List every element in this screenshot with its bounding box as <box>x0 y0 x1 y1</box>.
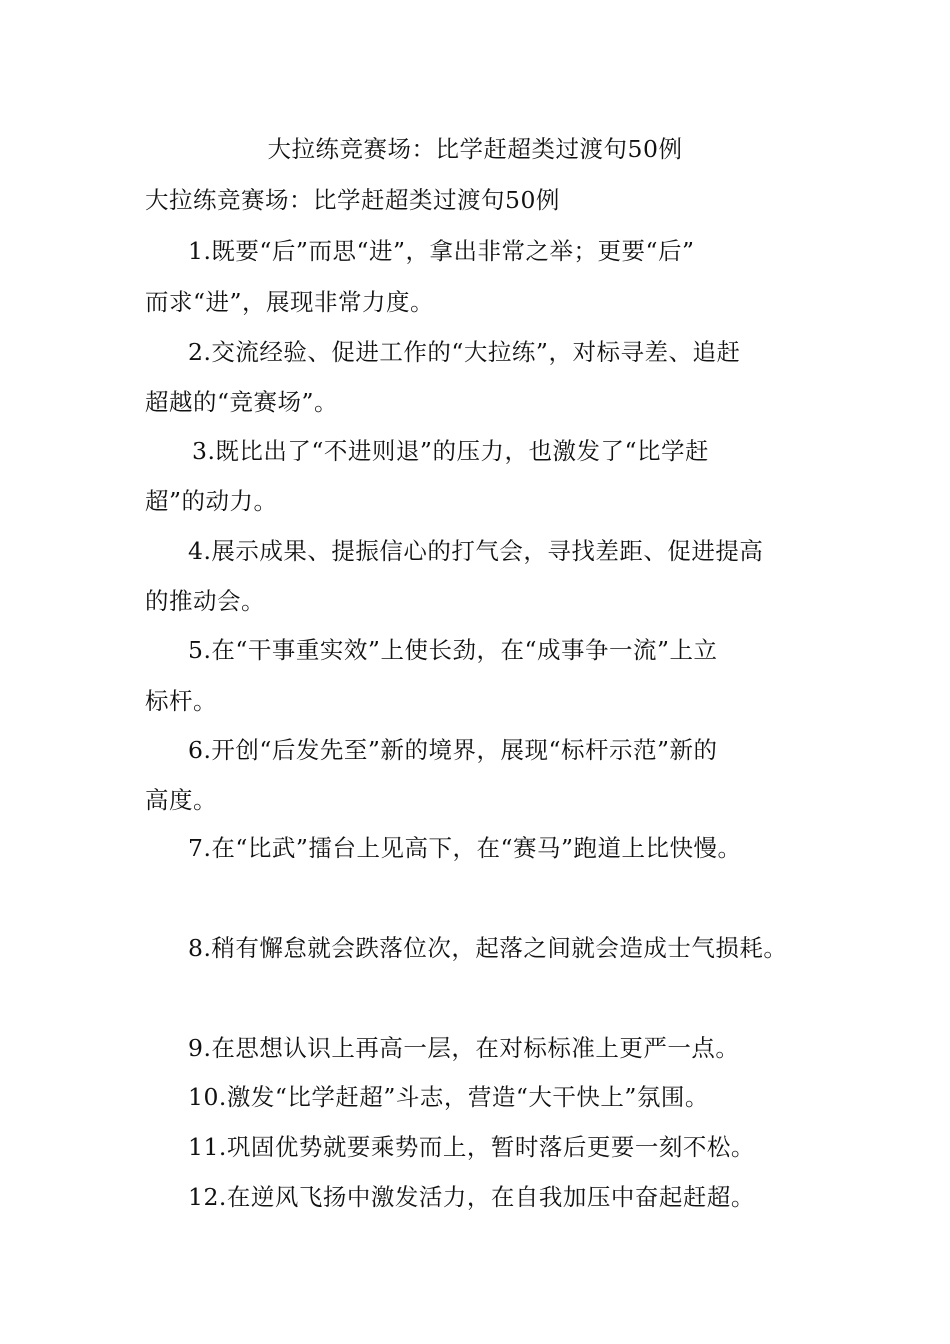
paragraph-12: 12.在逆风飞扬中激发活力，在自我加压中奋起赶超。 <box>188 1183 755 1211</box>
paragraph-1-line-2: 而求“进”，展现非常力度。 <box>145 288 435 316</box>
paragraph-6-line-1: 6.开创“后发先至”新的境界，展现“标杆示范”新的 <box>188 736 718 764</box>
paragraph-2-line-1: 2.交流经验、促进工作的“大拉练”，对标寻差、追赶 <box>188 338 741 366</box>
document-title: 大拉练竞赛场：比学赶超类过渡句50例 <box>267 135 683 163</box>
paragraph-1-line-1: 1.既要“后”而思“进”，拿出非常之举；更要“后” <box>188 237 695 265</box>
paragraph-6-line-2: 高度。 <box>145 786 217 814</box>
paragraph-5-line-2: 标杆。 <box>145 687 217 715</box>
paragraph-8: 8.稍有懈怠就会跌落位次，起落之间就会造成士气损耗。 <box>188 934 788 962</box>
paragraph-5-line-1: 5.在“干事重实效”上使长劲，在“成事争一流”上立 <box>188 636 718 664</box>
paragraph-4-line-1: 4.展示成果、提振信心的打气会，寻找差距、促进提高 <box>188 537 764 565</box>
paragraph-2-line-2: 超越的“竞赛场”。 <box>145 388 339 416</box>
paragraph-11: 11.巩固优势就要乘势而上，暂时落后更要一刻不松。 <box>188 1133 755 1161</box>
paragraph-4-line-2: 的推动会。 <box>145 587 265 615</box>
paragraph-9: 9.在思想认识上再高一层，在对标标准上更严一点。 <box>188 1034 740 1062</box>
paragraph-3-line-1: 3.既比出了“不进则退”的压力，也激发了“比学赶 <box>192 437 709 465</box>
paragraph-10: 10.激发“比学赶超”斗志，营造“大干快上”氛围。 <box>188 1083 709 1111</box>
document-subtitle: 大拉练竞赛场：比学赶超类过渡句50例 <box>145 186 560 214</box>
paragraph-7: 7.在“比武”擂台上见高下，在“赛马”跑道上比快慢。 <box>188 834 742 862</box>
paragraph-3-line-2: 超”的动力。 <box>145 487 278 515</box>
